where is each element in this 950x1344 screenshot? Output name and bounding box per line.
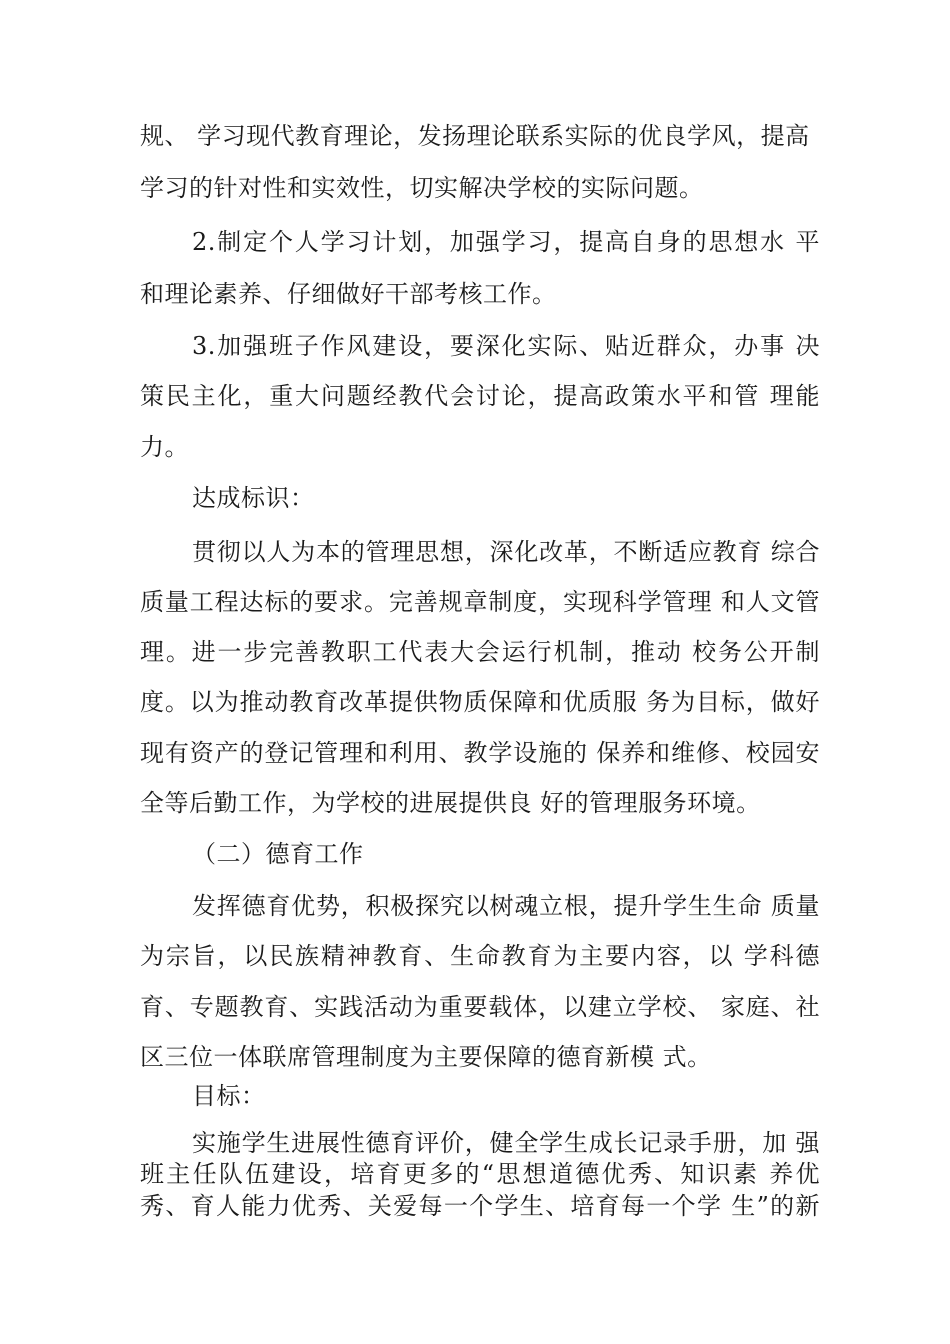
paragraph-line: 贯彻以人为本的管理思想，深化改革，不断适应教育 综合 [192, 538, 820, 566]
text-line: 度。以为推动教育改革提供物质保障和优质服 务为目标，做好 [140, 688, 820, 716]
paragraph-line: 实施学生进展性德育评价，健全学生成长记录手册，加 强 [192, 1129, 820, 1157]
list-item-2-line: 2.制定个人学习计划，加强学习，提高自身的思想水 平 [192, 228, 820, 256]
section-label: 目标： [192, 1082, 266, 1110]
text-line: 和理论素养、仔细做好干部考核工作。 [140, 280, 557, 308]
text-line: 规、 学习现代教育理论，发扬理论联系实际的优良学风，提高 [140, 122, 810, 150]
text-line: 全等后勤工作，为学校的进展提供良 好的管理服务环境。 [140, 789, 761, 817]
text-line: 区三位一体联席管理制度为主要保障的德育新模 式。 [140, 1043, 712, 1071]
text-line: 策民主化，重大问题经教代会讨论，提高政策水平和管 理能 [140, 382, 820, 410]
text-line: 质量工程达标的要求。完善规章制度，实现科学管理 和人文管 [140, 588, 820, 616]
section-label: 达成标识： [192, 484, 315, 512]
paragraph-line: 发挥德育优势，积极探究以树魂立根，提升学生生命 质量 [192, 892, 820, 920]
section-heading: （二）德育工作 [192, 840, 364, 868]
text-line: 现有资产的登记管理和利用、教学设施的 保养和维修、校园安 [140, 739, 820, 767]
text-line: 理。进一步完善教职工代表大会运行机制，推动 校务公开制 [140, 638, 820, 666]
text-line: 学习的针对性和实效性，切实解决学校的实际问题。 [140, 174, 704, 202]
text-line: 为宗旨，以民族精神教育、生命教育为主要内容，以 学科德 [140, 942, 820, 970]
text-line: 班主任队伍建设，培育更多的“思想道德优秀、知识素 养优 [140, 1160, 820, 1188]
text-line: 育、专题教育、实践活动为重要载体，以建立学校、 家庭、社 [140, 993, 820, 1021]
list-item-3-line: 3.加强班子作风建设，要深化实际、贴近群众，办事 决 [192, 332, 820, 360]
text-line: 秀、育人能力优秀、关爱每一个学生、培育每一个学 生”的新 [140, 1192, 820, 1220]
text-line: 力。 [140, 433, 189, 461]
